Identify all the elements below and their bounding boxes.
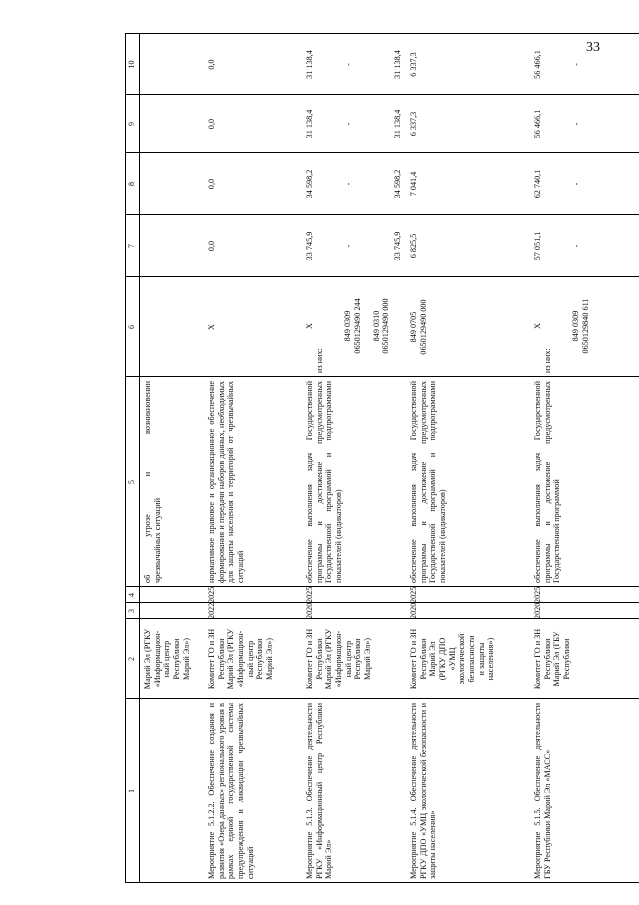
table-row-budget-code [409, 277, 428, 377]
column-header: 1 [127, 789, 136, 793]
column-header: 8 [127, 182, 136, 186]
cell-line: Республики [353, 638, 363, 680]
table-row-start-year: 2020 [533, 603, 542, 619]
cell-line: 6 337,3 [409, 111, 418, 137]
cell-line: 0650129490 244 [353, 298, 363, 354]
cell-line: 849 0705 [409, 311, 418, 343]
cell-line: - [343, 244, 353, 248]
table-row-amount-7 [533, 215, 581, 277]
table-row-result: обеспечение выполнения задач Государственной программы и достижение предусмотренных Государственной программой [533, 381, 562, 583]
cell-line: 0,0 [207, 240, 216, 252]
column-divider [125, 376, 639, 377]
column-header: 5 [127, 480, 136, 484]
cell-line: Марий Эл (РГКУ [143, 628, 152, 690]
cell-line: безопасности [467, 635, 477, 683]
table-row-activity: Мероприятие 5.1.2.2. Обеспечение создания и развития «Озера данных» регионального уровня в рамках единой государственной системы предупреждения и ликвидации чрезвычайных ситуаций [207, 703, 255, 879]
cell-line: - [343, 182, 353, 186]
cell-line: Марий Эл (ГБУ [552, 631, 562, 687]
cell-line: - [571, 122, 581, 126]
cell-line: Республики [542, 638, 552, 680]
cell-line: 33 745,9 [393, 231, 403, 261]
cell-line: Марий Эл (РГКУ [324, 628, 334, 690]
cell-line: 0650129840 611 [581, 298, 591, 354]
table-row-activity: Мероприятие 5.1.3. Обеспечение деятельности РГКУ «Информационный центр Республики Марий Эл» [305, 703, 334, 879]
cell-line: Республики [216, 638, 226, 680]
table-row-executor [533, 623, 572, 695]
table-row-amount-10 [533, 34, 581, 95]
column-divider [125, 698, 639, 699]
table-row-amount-10 [207, 34, 217, 95]
page-number: 33 [586, 40, 600, 55]
table-row-activity: Мероприятие 5.1.4. Обеспечение деятельности РГКУ ДПО «УМЦ экологической безопасности и защиты населения» [409, 703, 438, 879]
continuation-result [143, 381, 162, 583]
cell-line: - [571, 182, 581, 186]
column-header: 4 [127, 593, 136, 597]
cell-line: 0,0 [207, 118, 216, 130]
table-border [125, 33, 126, 883]
cell-line: 6 337,3 [409, 52, 418, 77]
cell-line: 849 0309 [343, 310, 353, 342]
table-row-result: обеспечение выполнения задач Государственной программы и достижение предусмотренных Государственной программой и подпрограммами показателей (индикаторов) [305, 381, 344, 583]
table-row-start-year: 2020 [305, 603, 314, 619]
table-row-amount-7 [409, 215, 419, 277]
cell-line: X [305, 323, 314, 329]
header-divider [139, 33, 140, 883]
cell-line: 56 466,1 [533, 50, 542, 79]
cell-line: «Информацион- [236, 630, 246, 688]
cell-line: 31 138,4 [305, 50, 314, 79]
table-row-executor [409, 623, 496, 695]
cell-line: чрезвычайных ситуаций [152, 498, 162, 583]
column-header: 10 [127, 60, 136, 69]
cell-line: 0650129490 000 [381, 298, 391, 354]
table-row-amount-7 [207, 215, 217, 277]
column-header: 9 [127, 122, 136, 126]
cell-line: «Информацион- [152, 630, 162, 688]
cell-line: ный центр [245, 640, 255, 678]
table-row-amount-8 [207, 153, 217, 215]
cell-line: - [343, 122, 353, 126]
table-row-amount-8 [305, 153, 403, 215]
table-row-start-year: 2022 [207, 603, 216, 619]
cell-line: 0,0 [207, 59, 216, 70]
continuation-executor [143, 623, 191, 695]
cell-line: 56 466,1 [533, 109, 542, 139]
cell-line: Комитет ГО и ЗН [207, 628, 216, 690]
cell-line: Республики [418, 638, 428, 680]
table-row-amount-10 [409, 34, 419, 95]
cell-line: 6 825,5 [409, 233, 418, 259]
cell-line: 31 138,4 [393, 109, 403, 139]
table-row-end-year: 2025 [207, 587, 216, 603]
table-row-amount-7 [305, 215, 403, 277]
cell-line: 7 041,4 [409, 171, 418, 197]
cell-line: 31 138,4 [305, 109, 314, 139]
cell-line: X [207, 324, 216, 330]
cell-line: Республики [255, 638, 265, 680]
table-row-executor [305, 623, 373, 695]
cell-line: - [571, 63, 581, 66]
table-row-amount-9 [533, 95, 581, 153]
table-row-budget-code [207, 277, 217, 377]
cell-line: Республики [172, 638, 182, 680]
table-row-amount-9 [207, 95, 217, 153]
table-row-start-year: 2020 [409, 603, 418, 619]
table-row-result: обеспечение выполнения задач Государственной программы и достижение предусмотренных Государственной программой и подпрограммами показателей (индикаторов) [409, 381, 448, 583]
column-header: 2 [127, 657, 136, 661]
table-row-end-year: 2025 [305, 587, 314, 603]
column-header: 6 [127, 325, 136, 329]
column-divider [125, 618, 639, 619]
table-row-executor [207, 623, 275, 695]
cell-line: из них: [542, 348, 552, 373]
cell-line: 34 598,2 [393, 169, 403, 199]
table-row-amount-9 [305, 95, 403, 153]
cell-line: Марий Эл») [363, 637, 373, 681]
table-row-budget-code [305, 279, 391, 373]
cell-line: Республики [314, 638, 324, 680]
table-row-amount-10 [305, 34, 403, 95]
cell-line: «Информацион- [334, 630, 344, 688]
cell-line: населения») [486, 637, 496, 681]
cell-line: - [343, 63, 353, 66]
cell-line: Комитет ГО и ЗН [305, 628, 314, 690]
budget-table [125, 33, 625, 883]
column-divider [125, 586, 639, 587]
column-header: 7 [127, 244, 136, 248]
table-border [125, 882, 639, 883]
cell-line: Комитет ГО и ЗН [533, 628, 542, 690]
cell-line: X [533, 323, 542, 329]
cell-line: Марий Эл») [265, 637, 275, 681]
cell-line: 849 0309 [571, 310, 581, 342]
cell-line: 57 051,1 [533, 231, 542, 261]
column-divider [125, 602, 639, 603]
cell-line: 31 138,4 [393, 50, 403, 79]
cell-line: ный центр [343, 640, 353, 678]
cell-line: - [571, 244, 581, 248]
table-row-end-year: 2025 [533, 587, 542, 603]
table-row-amount-8 [409, 153, 419, 215]
cell-line: из них: [314, 348, 324, 373]
cell-line: Марий Эл (РГКУ [226, 628, 236, 690]
cell-line: 0650129490 000 [418, 299, 428, 355]
cell-line: экологической [457, 633, 467, 685]
table-row-budget-code [533, 279, 591, 373]
cell-line: «УМЦ [447, 647, 457, 671]
cell-line: Марий Эл [428, 641, 438, 677]
cell-line: Марий Эл») [181, 637, 191, 681]
cell-line: 0,0 [207, 178, 216, 190]
cell-line: Республики [562, 638, 572, 680]
table-row-amount-8 [533, 153, 581, 215]
cell-line: и защиты [476, 642, 486, 676]
cell-line: 849 0310 [371, 310, 381, 342]
cell-line: об угрозе и возникновении [143, 381, 152, 583]
cell-line: 62 740,1 [533, 169, 542, 199]
table-row-end-year: 2025 [409, 587, 418, 603]
cell-line: 33 745,9 [305, 231, 314, 261]
table-row-result: нормативное правовое и организационное обеспечение формирования и передачи наборов данных, необходимых для защиты населения и территорий от чрезвычайных ситуаций [207, 381, 246, 583]
table-row-activity: Мероприятие 5.1.5. Обеспечение деятельности ГБУ Республики Марий Эл «МАСС» [533, 703, 552, 879]
cell-line: 34 598,2 [305, 169, 314, 199]
cell-line: Комитет ГО и ЗН [409, 628, 418, 690]
cell-line: (РГКУ ДПО [438, 637, 448, 681]
column-header: 3 [127, 609, 136, 613]
table-row-amount-9 [409, 95, 419, 153]
cell-line: ный центр [162, 640, 172, 678]
